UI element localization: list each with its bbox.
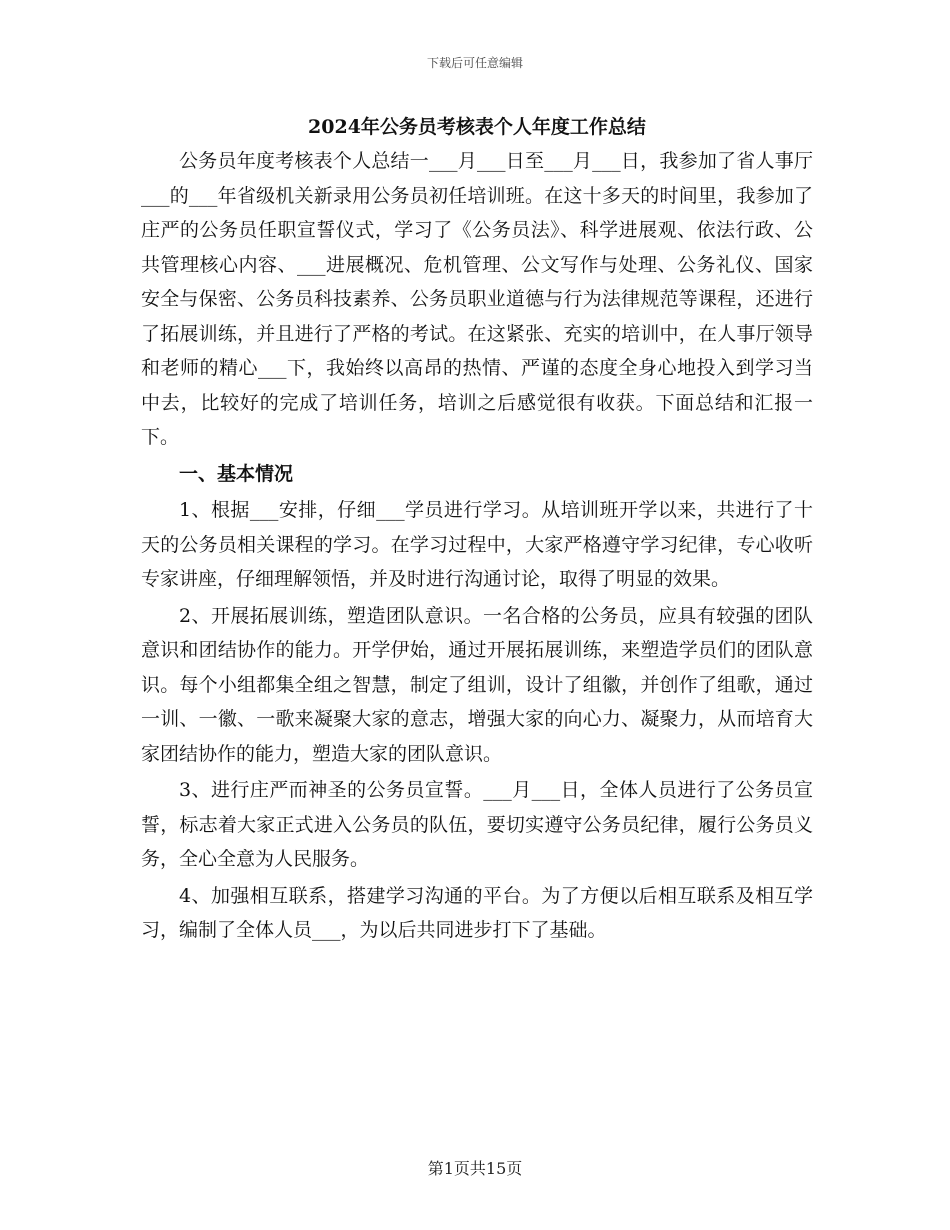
list-item-2: 2、开展拓展训练，塑造团队意识。一名合格的公务员，应具有较强的团队意识和团结协作的能力。开学伊始，通过开展拓展训练，来塑造学员们的团队意识。每个小组都集全组之智慧，制定了组训，设计了组徽，并创作了组歌，通过一训、一徽、一歌来凝聚大家的意志，增强大家的向心力、凝聚力，从而培育大家团结协作的能力，塑造大家的团队意识。 — [141, 604, 813, 765]
list-item-1: 1、根据___安排，仔细___学员进行学习。从培训班开学以来，共进行了十天的公务员相关课程的学习。在学习过程中，大家严格遵守学习纪律，专心收听专家讲座，仔细理解领悟，并及时进行沟通讨论，取得了明显的效果。 — [141, 499, 813, 590]
document-body — [141, 112, 813, 950]
list-item-3: 3、进行庄严而神圣的公务员宣誓。___月___日，全体人员进行了公务员宣誓，标志着大家正式进入公务员的队伍，要切实遵守公务员纪律，履行公务员义务，全心全意为人民服务。 — [141, 779, 813, 870]
intro-paragraph: 公务员年度考核表个人总结一___月___日至___月___日，我参加了省人事厅___的___年省级机关新录用公务员初任培训班。在这十多天的时间里，我参加了庄严的公务员任职宣誓仪式，学习了《公务员法》、科学进展观、依法行政、公共管理核心内容、___进展概况、危机管理、公文写作与处理、公务礼仪、国家安全与保密、公务员科技素养、公务员职业道德与行为法律规范等课程，还进行了拓展训练，并且进行了严格的考试。在这紧张、充实的培训中，在人事厅领导和老师的精心___下，我始终以高昂的热情、严谨的态度全身心地投入到学习当中去，比较好的完成了培训任务，培训之后感觉很有收获。下面总结和汇报一下。 — [141, 150, 813, 448]
section-heading-basic-situation: 一、基本情况 — [179, 462, 294, 485]
page-number-footer: 第1页共15页 — [427, 1159, 523, 1178]
list-item-4: 4、加强相互联系，搭建学习沟通的平台。为了方便以后相互联系及相互学习，编制了全体人员___，为以后共同进步打下了基础。 — [141, 884, 813, 941]
document-title: 2024年公务员考核表个人年度工作总结 — [308, 116, 646, 138]
page-header-note: 下载后可任意编辑 — [426, 56, 523, 70]
